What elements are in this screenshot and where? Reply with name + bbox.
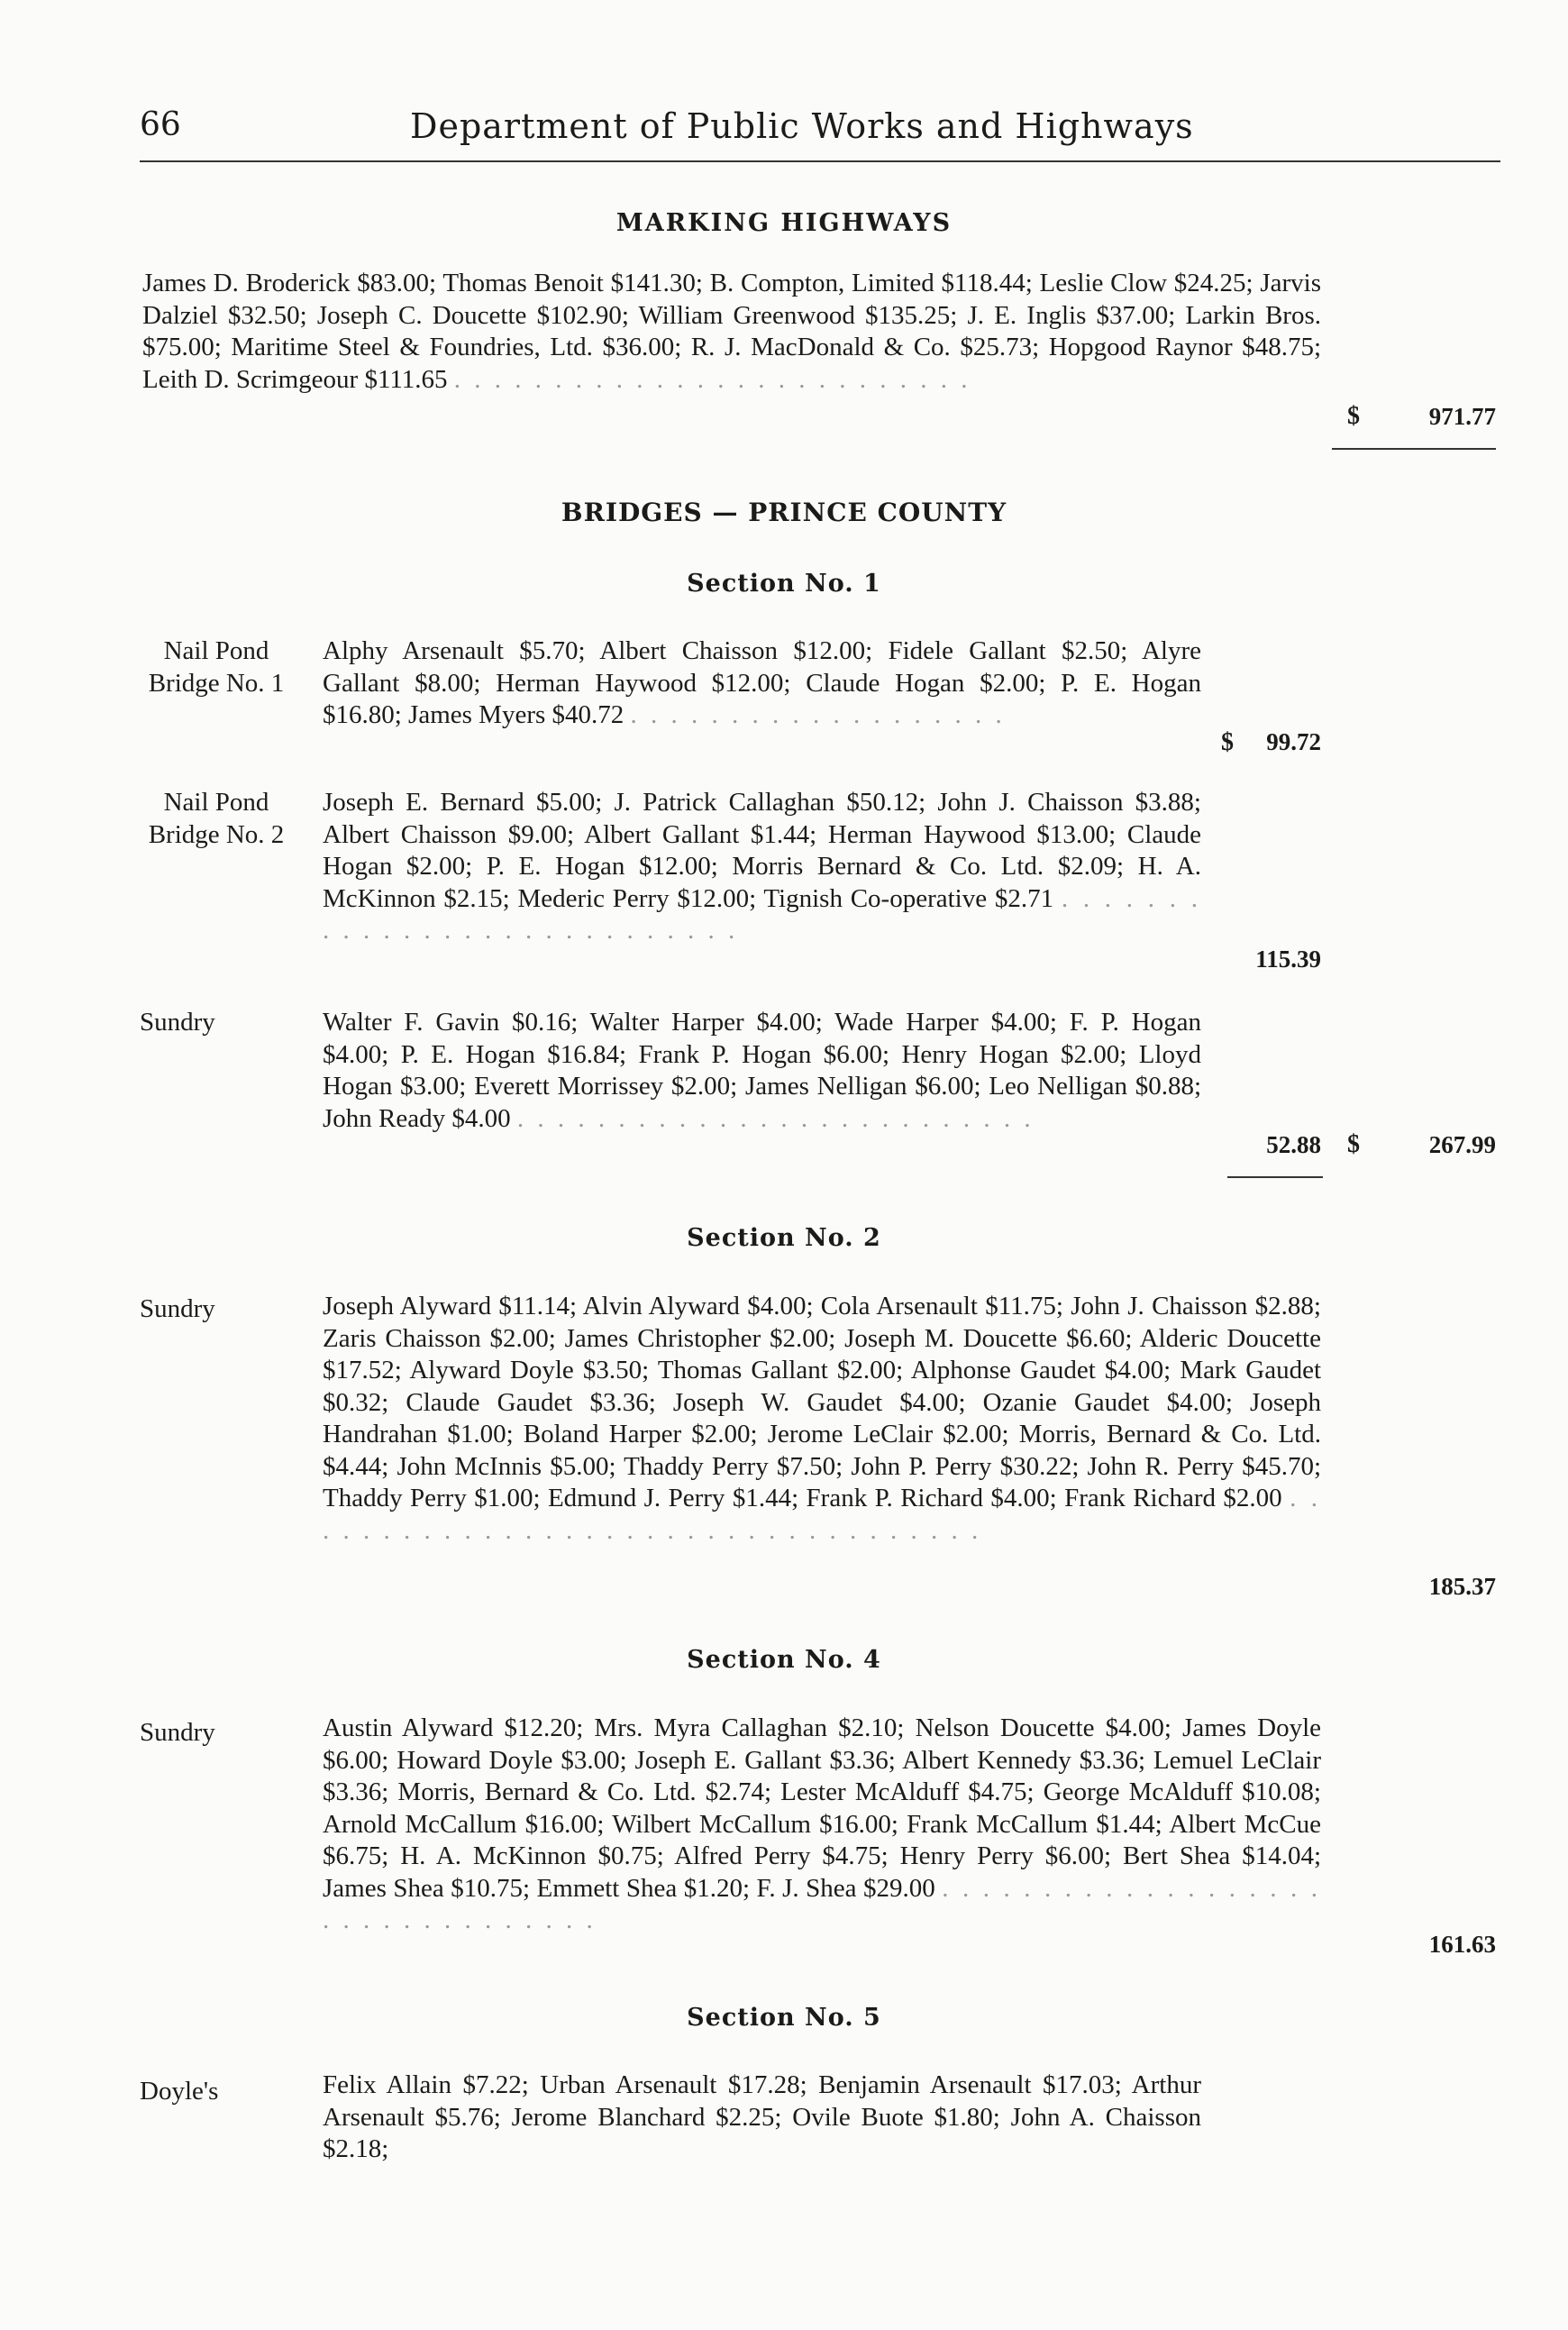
entry-names: Alphy Arsenault $5.70; Albert Chaisson $12.00; Fidele Gallant $2.50; Alyre Gallant $8.00; Herman Haywood $12.00; Claude Hogan $2.00; P. E. Hogan $16.80; James Myers $40.72 bbox=[323, 636, 1201, 729]
page-number: 66 bbox=[140, 106, 181, 143]
entry-label-nail-pond-1: Nail Pond Bridge No. 1 bbox=[148, 636, 285, 698]
leader-dots: . . . . . . . . . . . . . . . . . . . . . . . . . . bbox=[516, 1103, 1035, 1133]
section-4-heading: Section No. 4 bbox=[687, 1646, 881, 1674]
entry-text-doyles bbox=[323, 2070, 1201, 2166]
marking-highways-paragraph bbox=[142, 268, 1321, 396]
entry-currency-nail-pond-1: $ bbox=[1221, 728, 1234, 756]
leader-dots: . . . . . . . . . . . . . . . . . . . bbox=[630, 700, 1006, 729]
running-title: Department of Public Works and Highways bbox=[410, 106, 1194, 146]
entry-text-nail-pond-1 bbox=[323, 635, 1201, 732]
entry-label-doyles: Doyle's bbox=[140, 2077, 219, 2106]
section-1-total-currency: $ bbox=[1347, 1130, 1360, 1158]
entry-text-sundry-s1 bbox=[323, 1007, 1201, 1135]
entry-names: Walter F. Gavin $0.16; Walter Harper $4.00; Wade Harper $4.00; F. P. Hogan $4.00; P. E. Hogan $16.84; Frank P. Hogan $6.00; Henry Hogan $2.00; Lloyd Hogan $3.00; Everett Morrissey $2.00; James Nelligan $6.00; Leo Nelligan $0.88; John Ready $4.00 bbox=[323, 1008, 1201, 1133]
entry-text-sundry-s2 bbox=[323, 1291, 1321, 1547]
entry-label-sundry-s1: Sundry bbox=[140, 1008, 215, 1037]
entry-names: Joseph E. Bernard $5.00; J. Patrick Callaghan $50.12; John J. Chaisson $3.88; Albert Chaisson $9.00; Albert Gallant $1.44; Herman Haywood $13.00; Claude Hogan $2.00; P. E. Hogan $12.00; Morris Bernard & Co. Ltd. $2.09; H. A. McKinnon $2.15; Mederic Perry $12.00; Tignish Co-operative $2.71 bbox=[323, 788, 1201, 913]
entry-names: Joseph Alyward $11.14; Alvin Alyward $4.00; Cola Arsenault $11.75; John J. Chaisson $2.88; Zaris Chaisson $2.00; James Christopher $2.00; Joseph M. Doucette $6.60; Alderic Doucette $17.52; Alyward Doyle $3.50; Thomas Gallant $2.00; Alphonse Gaudet $4.00; Mark Gaudet $0.32; Claude Gaudet $3.36; Joseph W. Gaudet $4.00; Ozanie Gaudet $4.00; Joseph Handrahan $1.00; Boland Harper $2.00; Jerome LeClair $2.00; Morris, Bernard & Co. Ltd. $4.44; John McInnis $5.00; Thaddy Perry $7.50; John P. Perry $30.22; John R. Perry $45.70; Thaddy Perry $1.00; Edmund J. Perry $1.44; Frank P. Richard $4.00; Frank Richard $2.00 bbox=[323, 1292, 1321, 1512]
section-1-heading: Section No. 1 bbox=[687, 570, 881, 598]
entry-label-nail-pond-2: Nail Pond Bridge No. 2 bbox=[148, 788, 285, 849]
entry-amount-nail-pond-2: 115.39 bbox=[1255, 946, 1321, 973]
entry-amount-sundry-s1: 52.88 bbox=[1266, 1131, 1321, 1158]
marking-highways-heading: MARKING HIGHWAYS bbox=[615, 209, 953, 237]
page-header bbox=[140, 106, 1500, 160]
leader-dots: . . . . . . . . . . . . . . . . . . . . . . . . . . . . bbox=[323, 883, 1202, 945]
marking-total: 971.77 bbox=[1428, 403, 1496, 430]
leader-dots: . . . . . . . . . . . . . . . . . . . . . . . . . . . . . . . . . bbox=[323, 1873, 1322, 1934]
marking-currency: $ bbox=[1347, 402, 1360, 430]
entry-text-sundry-s4 bbox=[323, 1713, 1321, 1937]
entry-names: Austin Alyward $12.20; Mrs. Myra Callaghan $2.10; Nelson Doucette $4.00; James Doyle $6.00; Howard Doyle $3.00; Joseph E. Gallant $3.36; Albert Kennedy $3.36; Lemuel LeClair $3.36; Morris, Bernard & Co. Ltd. $2.74; Lester McAlduff $4.75; George McAlduff $10.08; Arnold McCallum $16.00; Wilbert McCallum $16.00; Frank McCallum $1.44; Albert McCue $6.75; H. A. McKinnon $0.75; Alfred Perry $4.75; Henry Perry $6.00; Bert Shea $14.04; James Shea $10.75; Emmett Shea $1.20; F. J. Shea $29.00 bbox=[323, 1713, 1321, 1903]
marking-highways-text: James D. Broderick $83.00; Thomas Benoit $141.30; B. Compton, Limited $118.44; Leslie Clow $24.25; Jarvis Dalziel $32.50; Joseph C. Doucette $102.90; William Greenwood $135.25; J. E. Inglis $37.00; Larkin Bros. $75.00; Maritime Steel & Foundries, Ltd. $36.00; R. J. MacDonald & Co. $25.73; Hopgood Raynor $48.75; Leith D. Scrimgeour $111.65 bbox=[142, 269, 1321, 394]
entry-label-sundry-s4: Sundry bbox=[140, 1718, 215, 1747]
section-2-total: 185.37 bbox=[1428, 1573, 1496, 1600]
leader-dots: . . . . . . . . . . . . . . . . . . . . . . . . . . bbox=[453, 364, 971, 394]
section-2-heading: Section No. 2 bbox=[687, 1224, 881, 1252]
entry-text-nail-pond-2 bbox=[323, 787, 1201, 947]
entry-label-sundry-s2: Sundry bbox=[140, 1294, 215, 1323]
total-rule bbox=[1332, 448, 1496, 450]
section-1-total: 267.99 bbox=[1428, 1131, 1496, 1158]
section-5-heading: Section No. 5 bbox=[687, 2004, 881, 2032]
header-rule bbox=[140, 160, 1500, 162]
section-4-total: 161.63 bbox=[1428, 1931, 1496, 1958]
bridges-prince-county-heading: BRIDGES — PRINCE COUNTY bbox=[561, 498, 1007, 527]
entry-names: Felix Allain $7.22; Urban Arsenault $17.28; Benjamin Arsenault $17.03; Arthur Arsenault $5.76; Jerome Blanchard $2.25; Ovile Buote $1.80; John A. Chaisson $2.18; bbox=[323, 2070, 1201, 2163]
entry-amount-nail-pond-1: 99.72 bbox=[1266, 728, 1321, 755]
subtotal-rule bbox=[1227, 1176, 1323, 1178]
leader-dots: . . . . . . . . . . . . . . . . . . . . . . . . . . . . . . . . . . . bbox=[323, 1484, 1322, 1545]
